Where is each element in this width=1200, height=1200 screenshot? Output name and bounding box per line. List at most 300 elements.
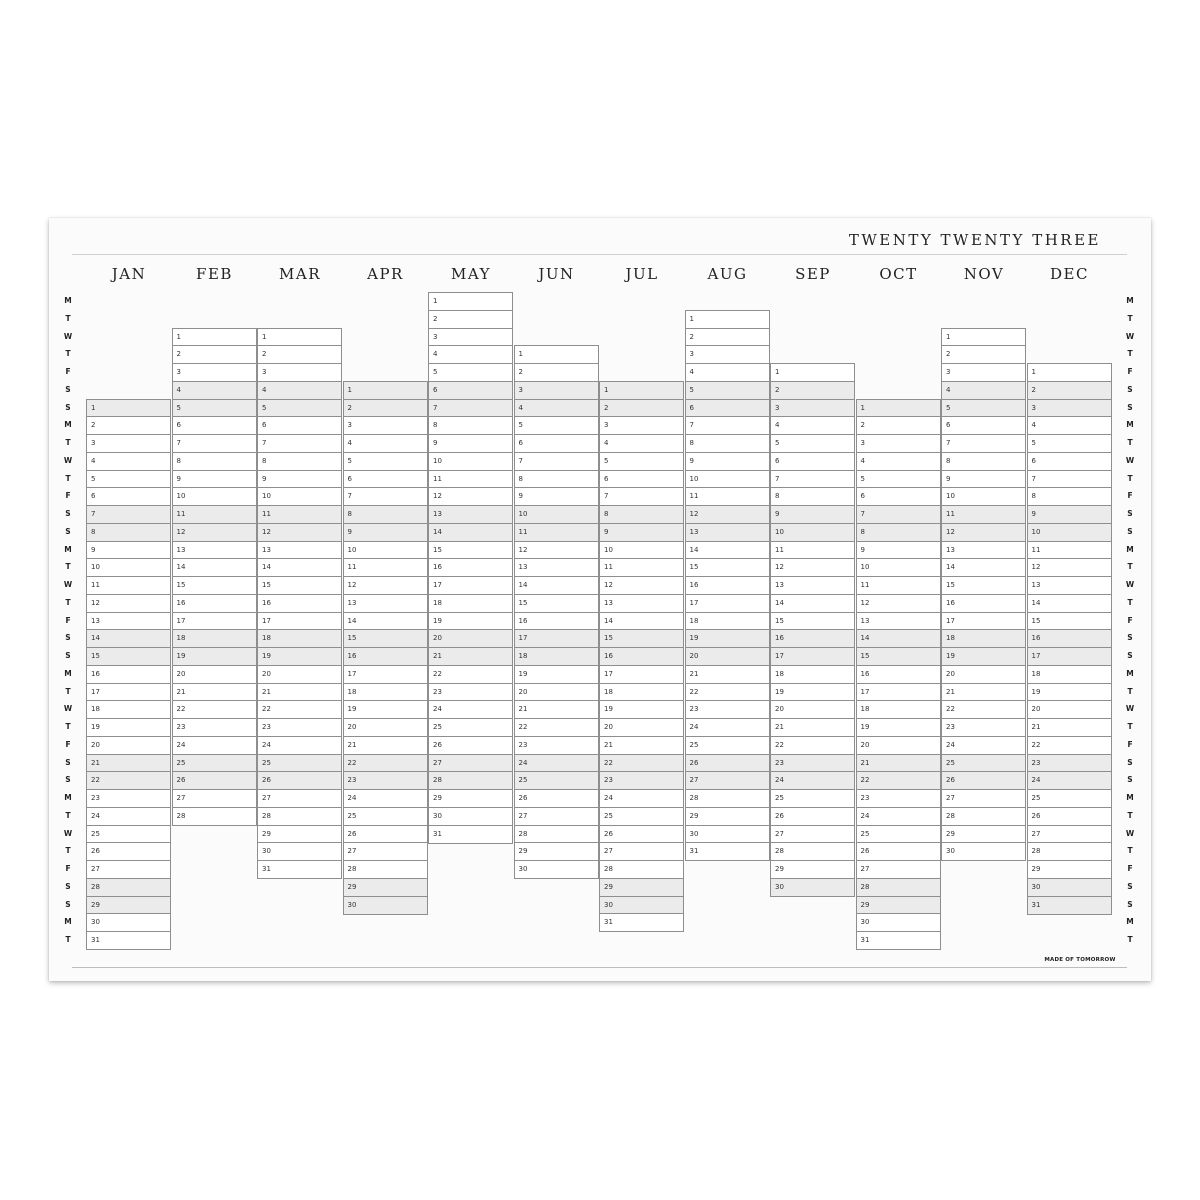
day-cell[interactable] xyxy=(856,771,941,790)
day-cell[interactable] xyxy=(86,736,171,755)
day-cell[interactable] xyxy=(343,612,428,631)
day-cell[interactable] xyxy=(685,328,770,347)
day-cell[interactable] xyxy=(428,523,513,542)
day-cell[interactable] xyxy=(685,842,770,861)
day-cell[interactable] xyxy=(86,576,171,595)
day-cell[interactable] xyxy=(343,665,428,684)
day-cell[interactable] xyxy=(257,576,342,595)
day-cell[interactable] xyxy=(257,345,342,364)
day-cell[interactable] xyxy=(428,505,513,524)
day-cell[interactable] xyxy=(599,470,684,489)
day-cell[interactable] xyxy=(86,541,171,560)
day-cell[interactable] xyxy=(941,683,1026,702)
day-cell[interactable] xyxy=(343,700,428,719)
day-cell[interactable] xyxy=(514,860,599,879)
day-cell[interactable] xyxy=(86,416,171,435)
day-cell[interactable] xyxy=(1027,700,1112,719)
day-cell[interactable] xyxy=(428,470,513,489)
day-cell[interactable] xyxy=(599,789,684,808)
day-cell[interactable] xyxy=(941,629,1026,648)
day-cell[interactable] xyxy=(514,842,599,861)
day-cell[interactable] xyxy=(428,558,513,577)
day-cell[interactable] xyxy=(514,789,599,808)
day-cell[interactable] xyxy=(1027,381,1112,400)
day-cell[interactable] xyxy=(1027,754,1112,773)
day-cell[interactable] xyxy=(86,896,171,915)
day-cell[interactable] xyxy=(941,345,1026,364)
day-cell[interactable] xyxy=(172,363,257,382)
day-cell[interactable] xyxy=(856,629,941,648)
day-cell[interactable] xyxy=(86,558,171,577)
day-cell[interactable] xyxy=(1027,807,1112,826)
day-cell[interactable] xyxy=(257,523,342,542)
day-cell[interactable] xyxy=(941,789,1026,808)
day-cell[interactable] xyxy=(1027,647,1112,666)
day-cell[interactable] xyxy=(1027,470,1112,489)
day-cell[interactable] xyxy=(172,736,257,755)
day-cell[interactable] xyxy=(599,665,684,684)
day-cell[interactable] xyxy=(514,363,599,382)
day-cell[interactable] xyxy=(257,647,342,666)
day-cell[interactable] xyxy=(1027,505,1112,524)
day-cell[interactable] xyxy=(86,612,171,631)
day-cell[interactable] xyxy=(856,647,941,666)
day-cell[interactable] xyxy=(257,381,342,400)
day-cell[interactable] xyxy=(428,345,513,364)
day-cell[interactable] xyxy=(941,807,1026,826)
day-cell[interactable] xyxy=(86,718,171,737)
day-cell[interactable] xyxy=(172,345,257,364)
day-cell[interactable] xyxy=(770,558,855,577)
day-cell[interactable] xyxy=(343,399,428,418)
day-cell[interactable] xyxy=(343,647,428,666)
day-cell[interactable] xyxy=(257,452,342,471)
day-cell[interactable] xyxy=(514,807,599,826)
day-cell[interactable] xyxy=(770,878,855,897)
day-cell[interactable] xyxy=(685,771,770,790)
day-cell[interactable] xyxy=(685,789,770,808)
day-cell[interactable] xyxy=(856,470,941,489)
day-cell[interactable] xyxy=(172,487,257,506)
day-cell[interactable] xyxy=(514,771,599,790)
day-cell[interactable] xyxy=(428,718,513,737)
day-cell[interactable] xyxy=(343,807,428,826)
day-cell[interactable] xyxy=(685,665,770,684)
day-cell[interactable] xyxy=(172,754,257,773)
day-cell[interactable] xyxy=(428,789,513,808)
day-cell[interactable] xyxy=(172,328,257,347)
day-cell[interactable] xyxy=(770,523,855,542)
day-cell[interactable] xyxy=(514,345,599,364)
day-cell[interactable] xyxy=(343,523,428,542)
day-cell[interactable] xyxy=(428,612,513,631)
day-cell[interactable] xyxy=(1027,541,1112,560)
day-cell[interactable] xyxy=(770,700,855,719)
day-cell[interactable] xyxy=(599,629,684,648)
day-cell[interactable] xyxy=(343,842,428,861)
day-cell[interactable] xyxy=(257,665,342,684)
day-cell[interactable] xyxy=(514,452,599,471)
day-cell[interactable] xyxy=(86,878,171,897)
day-cell[interactable] xyxy=(343,416,428,435)
day-cell[interactable] xyxy=(343,452,428,471)
day-cell[interactable] xyxy=(770,612,855,631)
day-cell[interactable] xyxy=(599,842,684,861)
day-cell[interactable] xyxy=(257,470,342,489)
day-cell[interactable] xyxy=(770,363,855,382)
day-cell[interactable] xyxy=(343,683,428,702)
day-cell[interactable] xyxy=(257,842,342,861)
day-cell[interactable] xyxy=(856,594,941,613)
day-cell[interactable] xyxy=(770,807,855,826)
day-cell[interactable] xyxy=(856,523,941,542)
day-cell[interactable] xyxy=(599,594,684,613)
day-cell[interactable] xyxy=(1027,718,1112,737)
day-cell[interactable] xyxy=(685,434,770,453)
day-cell[interactable] xyxy=(685,700,770,719)
day-cell[interactable] xyxy=(856,416,941,435)
day-cell[interactable] xyxy=(770,771,855,790)
day-cell[interactable] xyxy=(514,487,599,506)
day-cell[interactable] xyxy=(86,825,171,844)
day-cell[interactable] xyxy=(514,470,599,489)
day-cell[interactable] xyxy=(514,381,599,400)
day-cell[interactable] xyxy=(86,700,171,719)
day-cell[interactable] xyxy=(514,736,599,755)
day-cell[interactable] xyxy=(770,754,855,773)
day-cell[interactable] xyxy=(514,416,599,435)
day-cell[interactable] xyxy=(856,487,941,506)
day-cell[interactable] xyxy=(428,487,513,506)
day-cell[interactable] xyxy=(770,576,855,595)
day-cell[interactable] xyxy=(428,541,513,560)
day-cell[interactable] xyxy=(172,576,257,595)
day-cell[interactable] xyxy=(941,558,1026,577)
day-cell[interactable] xyxy=(514,700,599,719)
day-cell[interactable] xyxy=(599,683,684,702)
day-cell[interactable] xyxy=(685,363,770,382)
day-cell[interactable] xyxy=(172,771,257,790)
day-cell[interactable] xyxy=(514,558,599,577)
day-cell[interactable] xyxy=(770,860,855,879)
day-cell[interactable] xyxy=(172,807,257,826)
day-cell[interactable] xyxy=(856,754,941,773)
day-cell[interactable] xyxy=(428,700,513,719)
day-cell[interactable] xyxy=(856,825,941,844)
day-cell[interactable] xyxy=(172,683,257,702)
day-cell[interactable] xyxy=(1027,576,1112,595)
day-cell[interactable] xyxy=(514,434,599,453)
day-cell[interactable] xyxy=(86,629,171,648)
day-cell[interactable] xyxy=(172,505,257,524)
day-cell[interactable] xyxy=(428,665,513,684)
day-cell[interactable] xyxy=(343,718,428,737)
day-cell[interactable] xyxy=(856,807,941,826)
day-cell[interactable] xyxy=(428,825,513,844)
day-cell[interactable] xyxy=(685,470,770,489)
day-cell[interactable] xyxy=(428,629,513,648)
day-cell[interactable] xyxy=(1027,771,1112,790)
day-cell[interactable] xyxy=(599,399,684,418)
day-cell[interactable] xyxy=(685,558,770,577)
day-cell[interactable] xyxy=(941,718,1026,737)
day-cell[interactable] xyxy=(257,807,342,826)
day-cell[interactable] xyxy=(770,825,855,844)
day-cell[interactable] xyxy=(941,825,1026,844)
day-cell[interactable] xyxy=(599,771,684,790)
day-cell[interactable] xyxy=(343,860,428,879)
day-cell[interactable] xyxy=(428,736,513,755)
day-cell[interactable] xyxy=(86,487,171,506)
day-cell[interactable] xyxy=(941,842,1026,861)
day-cell[interactable] xyxy=(86,523,171,542)
day-cell[interactable] xyxy=(599,381,684,400)
day-cell[interactable] xyxy=(172,541,257,560)
day-cell[interactable] xyxy=(685,399,770,418)
day-cell[interactable] xyxy=(343,629,428,648)
day-cell[interactable] xyxy=(428,771,513,790)
day-cell[interactable] xyxy=(1027,665,1112,684)
day-cell[interactable] xyxy=(86,683,171,702)
day-cell[interactable] xyxy=(343,381,428,400)
day-cell[interactable] xyxy=(428,310,513,329)
day-cell[interactable] xyxy=(1027,399,1112,418)
day-cell[interactable] xyxy=(856,878,941,897)
day-cell[interactable] xyxy=(770,487,855,506)
day-cell[interactable] xyxy=(257,700,342,719)
day-cell[interactable] xyxy=(343,558,428,577)
day-cell[interactable] xyxy=(941,487,1026,506)
day-cell[interactable] xyxy=(856,576,941,595)
day-cell[interactable] xyxy=(86,434,171,453)
day-cell[interactable] xyxy=(599,825,684,844)
day-cell[interactable] xyxy=(856,541,941,560)
day-cell[interactable] xyxy=(770,842,855,861)
day-cell[interactable] xyxy=(343,487,428,506)
day-cell[interactable] xyxy=(86,842,171,861)
day-cell[interactable] xyxy=(257,505,342,524)
day-cell[interactable] xyxy=(257,399,342,418)
day-cell[interactable] xyxy=(86,505,171,524)
day-cell[interactable] xyxy=(343,434,428,453)
day-cell[interactable] xyxy=(257,771,342,790)
day-cell[interactable] xyxy=(343,594,428,613)
day-cell[interactable] xyxy=(1027,842,1112,861)
day-cell[interactable] xyxy=(172,612,257,631)
day-cell[interactable] xyxy=(599,487,684,506)
day-cell[interactable] xyxy=(257,416,342,435)
day-cell[interactable] xyxy=(257,434,342,453)
day-cell[interactable] xyxy=(1027,594,1112,613)
day-cell[interactable] xyxy=(86,807,171,826)
day-cell[interactable] xyxy=(856,683,941,702)
day-cell[interactable] xyxy=(941,736,1026,755)
day-cell[interactable] xyxy=(599,647,684,666)
day-cell[interactable] xyxy=(856,736,941,755)
day-cell[interactable] xyxy=(685,416,770,435)
day-cell[interactable] xyxy=(770,505,855,524)
day-cell[interactable] xyxy=(86,771,171,790)
day-cell[interactable] xyxy=(428,399,513,418)
day-cell[interactable] xyxy=(1027,896,1112,915)
day-cell[interactable] xyxy=(941,399,1026,418)
day-cell[interactable] xyxy=(770,647,855,666)
day-cell[interactable] xyxy=(514,505,599,524)
day-cell[interactable] xyxy=(343,505,428,524)
day-cell[interactable] xyxy=(428,754,513,773)
day-cell[interactable] xyxy=(172,629,257,648)
day-cell[interactable] xyxy=(257,754,342,773)
day-cell[interactable] xyxy=(770,541,855,560)
day-cell[interactable] xyxy=(1027,736,1112,755)
day-cell[interactable] xyxy=(685,718,770,737)
day-cell[interactable] xyxy=(514,754,599,773)
day-cell[interactable] xyxy=(1027,452,1112,471)
day-cell[interactable] xyxy=(856,896,941,915)
day-cell[interactable] xyxy=(685,487,770,506)
day-cell[interactable] xyxy=(172,647,257,666)
day-cell[interactable] xyxy=(257,363,342,382)
day-cell[interactable] xyxy=(343,754,428,773)
day-cell[interactable] xyxy=(172,665,257,684)
day-cell[interactable] xyxy=(685,345,770,364)
day-cell[interactable] xyxy=(514,576,599,595)
day-cell[interactable] xyxy=(599,807,684,826)
day-cell[interactable] xyxy=(685,310,770,329)
day-cell[interactable] xyxy=(856,434,941,453)
day-cell[interactable] xyxy=(941,452,1026,471)
day-cell[interactable] xyxy=(514,629,599,648)
day-cell[interactable] xyxy=(428,452,513,471)
day-cell[interactable] xyxy=(172,594,257,613)
day-cell[interactable] xyxy=(685,381,770,400)
day-cell[interactable] xyxy=(172,523,257,542)
day-cell[interactable] xyxy=(770,665,855,684)
day-cell[interactable] xyxy=(428,381,513,400)
day-cell[interactable] xyxy=(685,629,770,648)
day-cell[interactable] xyxy=(172,434,257,453)
day-cell[interactable] xyxy=(599,878,684,897)
day-cell[interactable] xyxy=(1027,683,1112,702)
day-cell[interactable] xyxy=(428,292,513,311)
day-cell[interactable] xyxy=(599,523,684,542)
day-cell[interactable] xyxy=(941,594,1026,613)
day-cell[interactable] xyxy=(685,505,770,524)
day-cell[interactable] xyxy=(257,825,342,844)
day-cell[interactable] xyxy=(941,647,1026,666)
day-cell[interactable] xyxy=(86,789,171,808)
day-cell[interactable] xyxy=(941,505,1026,524)
day-cell[interactable] xyxy=(685,612,770,631)
day-cell[interactable] xyxy=(599,700,684,719)
day-cell[interactable] xyxy=(599,576,684,595)
day-cell[interactable] xyxy=(514,718,599,737)
day-cell[interactable] xyxy=(1027,558,1112,577)
day-cell[interactable] xyxy=(685,452,770,471)
day-cell[interactable] xyxy=(941,541,1026,560)
day-cell[interactable] xyxy=(172,399,257,418)
day-cell[interactable] xyxy=(428,363,513,382)
day-cell[interactable] xyxy=(685,523,770,542)
day-cell[interactable] xyxy=(343,576,428,595)
day-cell[interactable] xyxy=(856,860,941,879)
day-cell[interactable] xyxy=(86,931,171,950)
day-cell[interactable] xyxy=(941,434,1026,453)
day-cell[interactable] xyxy=(86,470,171,489)
day-cell[interactable] xyxy=(428,647,513,666)
day-cell[interactable] xyxy=(685,754,770,773)
day-cell[interactable] xyxy=(514,825,599,844)
day-cell[interactable] xyxy=(86,399,171,418)
day-cell[interactable] xyxy=(86,594,171,613)
day-cell[interactable] xyxy=(599,718,684,737)
day-cell[interactable] xyxy=(599,541,684,560)
day-cell[interactable] xyxy=(172,789,257,808)
day-cell[interactable] xyxy=(1027,416,1112,435)
day-cell[interactable] xyxy=(257,612,342,631)
day-cell[interactable] xyxy=(599,505,684,524)
day-cell[interactable] xyxy=(514,647,599,666)
day-cell[interactable] xyxy=(428,683,513,702)
day-cell[interactable] xyxy=(343,470,428,489)
day-cell[interactable] xyxy=(172,718,257,737)
day-cell[interactable] xyxy=(86,754,171,773)
day-cell[interactable] xyxy=(257,860,342,879)
day-cell[interactable] xyxy=(599,860,684,879)
day-cell[interactable] xyxy=(86,913,171,932)
day-cell[interactable] xyxy=(257,683,342,702)
day-cell[interactable] xyxy=(428,807,513,826)
day-cell[interactable] xyxy=(257,629,342,648)
day-cell[interactable] xyxy=(941,612,1026,631)
day-cell[interactable] xyxy=(941,523,1026,542)
day-cell[interactable] xyxy=(856,558,941,577)
day-cell[interactable] xyxy=(770,399,855,418)
day-cell[interactable] xyxy=(685,825,770,844)
day-cell[interactable] xyxy=(685,576,770,595)
day-cell[interactable] xyxy=(856,612,941,631)
day-cell[interactable] xyxy=(428,594,513,613)
day-cell[interactable] xyxy=(1027,523,1112,542)
day-cell[interactable] xyxy=(1027,363,1112,382)
day-cell[interactable] xyxy=(257,736,342,755)
day-cell[interactable] xyxy=(941,328,1026,347)
day-cell[interactable] xyxy=(770,683,855,702)
day-cell[interactable] xyxy=(1027,860,1112,879)
day-cell[interactable] xyxy=(856,931,941,950)
day-cell[interactable] xyxy=(257,789,342,808)
day-cell[interactable] xyxy=(514,594,599,613)
day-cell[interactable] xyxy=(685,807,770,826)
day-cell[interactable] xyxy=(941,381,1026,400)
day-cell[interactable] xyxy=(343,878,428,897)
day-cell[interactable] xyxy=(856,452,941,471)
day-cell[interactable] xyxy=(428,328,513,347)
day-cell[interactable] xyxy=(514,541,599,560)
day-cell[interactable] xyxy=(514,399,599,418)
day-cell[interactable] xyxy=(856,700,941,719)
day-cell[interactable] xyxy=(941,470,1026,489)
day-cell[interactable] xyxy=(172,416,257,435)
day-cell[interactable] xyxy=(599,612,684,631)
day-cell[interactable] xyxy=(770,381,855,400)
day-cell[interactable] xyxy=(599,754,684,773)
day-cell[interactable] xyxy=(685,541,770,560)
day-cell[interactable] xyxy=(86,860,171,879)
day-cell[interactable] xyxy=(941,700,1026,719)
day-cell[interactable] xyxy=(941,771,1026,790)
day-cell[interactable] xyxy=(856,842,941,861)
